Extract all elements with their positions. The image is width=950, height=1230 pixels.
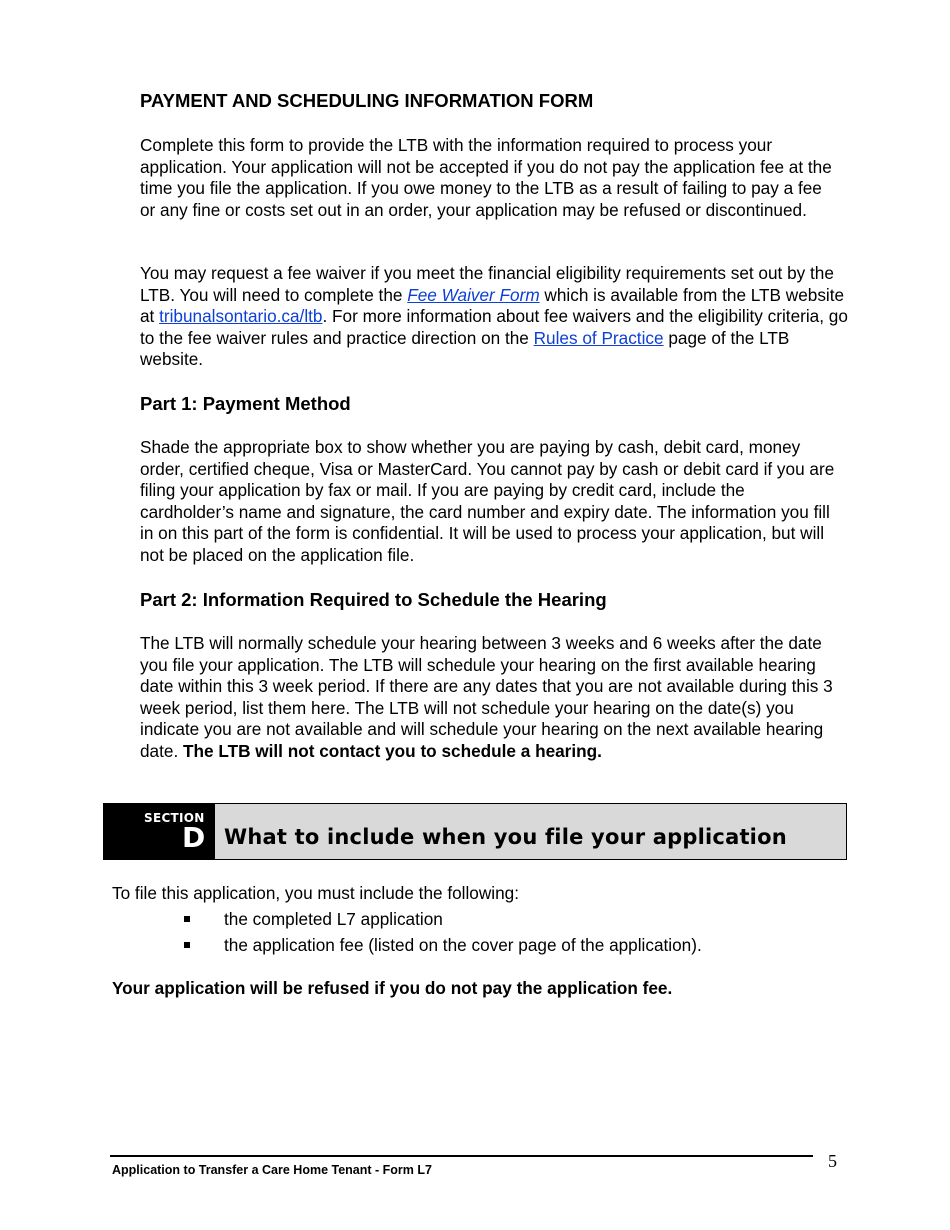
- intro-p2-text-d: page of the LTB website.: [140, 327, 790, 369]
- section-d-title: What to include when you file your application: [224, 825, 787, 849]
- list-item: [112, 932, 832, 958]
- part2-body: [140, 633, 845, 762]
- rules-of-practice-link[interactable]: Rules of Practice: [533, 327, 664, 348]
- fee-warning: Your application will be refused if you do not pay the application fee.: [112, 978, 673, 998]
- bullet-square-icon: [184, 942, 190, 948]
- part1-body: Shade the appropriate box to show whether you are paying by cash, debit card, money order, certified cheque, Visa or MasterCard. You cannot pay by cash or debit card if you are filing your application by fax or mail. If you are paying by credit card, include the cardholder’s name and signature, the card number and expiry date. The information you fill in on this part of the form is confidential. It will be used to process your application, but will not be placed on the application file.: [140, 437, 835, 565]
- intro-p2-text-c: . For more information about fee waivers and the eligibility criteria, go to the fee waiver rules and practice direction on the: [140, 306, 848, 348]
- required-items-list: [112, 906, 832, 958]
- intro-p2-text-b: which is available from the LTB website at: [140, 284, 845, 326]
- page-title: PAYMENT AND SCHEDULING INFORMATION FORM: [140, 90, 594, 111]
- section-d-header: [103, 803, 847, 860]
- part2-body-text: The LTB will normally schedule your hearing between 3 weeks and 6 weeks after the date you file your application. The LTB will schedule your hearing on the first available hearing date within this 3 week period. If there are any dates that you are not available during this 3 week period, list them here. The LTB will not schedule your hearing on the date(s) you indicate you are not available and will schedule your hearing on the next available hearing date.: [140, 633, 833, 761]
- intro-paragraph-1: Complete this form to provide the LTB with the information required to process your application. Your application will not be accepted if you do not pay the application fee at the time you file the application. If you owe money to the LTB as a result of failing to pay a fee or any fine or costs set out in an order, your application may be refused or discontinued.: [140, 135, 832, 220]
- section-tag: [104, 804, 215, 859]
- section-d-intro: To file this application, you must include the following:: [112, 883, 519, 903]
- footer-divider: [110, 1155, 813, 1157]
- tribunals-ontario-link[interactable]: tribunalsontario.ca/ltb: [159, 306, 323, 326]
- bullet-square-icon: [184, 916, 190, 922]
- part2-heading: Part 2: Information Required to Schedule the Hearing: [140, 589, 607, 610]
- section-tag-word: SECTION: [144, 811, 205, 825]
- intro-paragraph-2: [140, 263, 850, 371]
- intro-p2-text-a: You may request a fee waiver if you meet the financial eligibility requirements set out by the LTB. You will need to complete the: [140, 263, 834, 305]
- section-tag-letter: D: [182, 821, 206, 854]
- page-number: 5: [828, 1151, 837, 1171]
- part1-heading: Part 1: Payment Method: [140, 393, 351, 414]
- footer-form-name: Application to Transfer a Care Home Tenant - Form L7: [112, 1163, 432, 1177]
- list-item-text: the application fee (listed on the cover page of the application).: [224, 935, 702, 955]
- part2-body-bold: The LTB will not contact you to schedule a hearing.: [183, 740, 602, 761]
- list-item: [112, 906, 832, 932]
- list-item-text: the completed L7 application: [224, 909, 443, 929]
- fee-waiver-form-link[interactable]: Fee Waiver Form: [407, 284, 540, 305]
